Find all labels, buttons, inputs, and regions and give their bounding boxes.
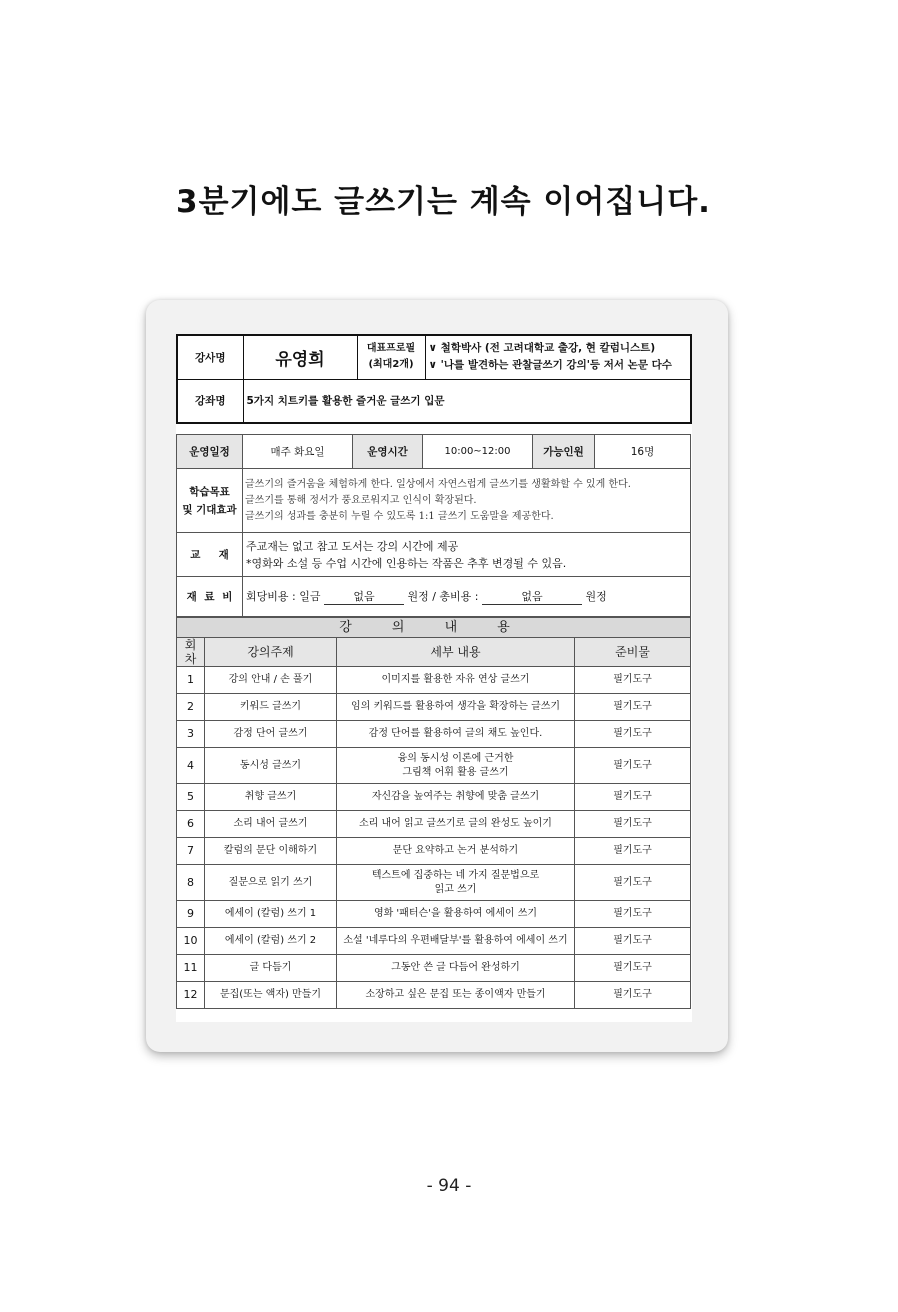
curriculum-rows: [177, 667, 691, 1009]
session-detail: 그동안 쓴 글 다듬어 완성하기: [337, 955, 575, 982]
session-number: 12: [177, 982, 205, 1009]
header-session: 회차: [177, 638, 205, 667]
textbook-label: 교 재: [177, 533, 243, 577]
fee-content: [243, 577, 691, 617]
curriculum-row: [177, 865, 691, 901]
profile-label-line-2: (최대2개): [368, 359, 414, 371]
session-prep: 필기도구: [575, 811, 691, 838]
session-detail: 영화 '패터슨'을 활용하여 에세이 쓰기: [337, 901, 575, 928]
session-topic: 강의 안내 / 손 풀기: [205, 667, 337, 694]
curriculum-row: [177, 784, 691, 811]
session-number: 9: [177, 901, 205, 928]
session-topic: 칼럼의 문단 이해하기: [205, 838, 337, 865]
profile-content: [425, 335, 691, 379]
curriculum-row: [177, 955, 691, 982]
fee-label: 재 료 비: [177, 577, 243, 617]
goals-label-line-2: 및 기대효과: [182, 503, 237, 516]
goal-line-1: 글쓰기의 즐거움을 체험하게 한다. 일상에서 자연스럽게 글쓰기를 생활화할 수 있게 한다.: [245, 478, 631, 490]
goals-content: [243, 469, 691, 533]
session-detail: 소장하고 싶은 문집 또는 종이액자 만들기: [337, 982, 575, 1009]
session-number: 6: [177, 811, 205, 838]
fee-value-1: 없음: [324, 588, 404, 605]
curriculum-row: [177, 721, 691, 748]
page-headline: 3분기에도 글쓰기는 계속 이어집니다.: [176, 184, 711, 220]
session-topic: 동시성 글쓰기: [205, 748, 337, 784]
profile-line-2: ∨ '나를 발견하는 관찰글쓰기 강의'등 저서 논문 다수: [428, 359, 672, 372]
profile-line-1: ∨ 철학박사 (전 고려대학교 출강, 현 칼럼니스트): [428, 342, 656, 355]
session-prep: 필기도구: [575, 865, 691, 901]
header-prep: 준비물: [575, 638, 691, 667]
session-topic: 글 다듬기: [205, 955, 337, 982]
session-topic: 문집(또는 액자) 만들기: [205, 982, 337, 1009]
session-detail: 임의 키워드를 활용하여 생각을 확장하는 글쓰기: [337, 694, 575, 721]
session-detail: 소리 내어 읽고 글쓰기로 글의 완성도 높이기: [337, 811, 575, 838]
instructor-label: 강사명: [177, 335, 243, 379]
session-detail: 자신감을 높여주는 취향에 맞춤 글쓰기: [337, 784, 575, 811]
textbook-line-2: *영화와 소설 등 수업 시간에 인용하는 작품은 추후 변경될 수 있음.: [246, 556, 567, 570]
goals-label: [177, 469, 243, 533]
capacity-value: 16명: [595, 435, 691, 469]
header-topic: 강의주제: [205, 638, 337, 667]
textbook-content: [243, 533, 691, 577]
session-detail: 이미지를 활용한 자유 연상 글쓰기: [337, 667, 575, 694]
curriculum-row: [177, 982, 691, 1009]
session-topic: 질문으로 읽기 쓰기: [205, 865, 337, 901]
curriculum-row: [177, 748, 691, 784]
session-number: 7: [177, 838, 205, 865]
session-number: 2: [177, 694, 205, 721]
curriculum-row: [177, 694, 691, 721]
session-topic: 에세이 (칼럼) 쓰기 1: [205, 901, 337, 928]
session-topic: 취향 글쓰기: [205, 784, 337, 811]
goals-label-line-1: 학습목표: [189, 485, 230, 498]
session-detail: 텍스트에 집중하는 네 가지 질문법으로 읽고 쓰기: [337, 865, 575, 901]
time-value: 10:00~12:00: [423, 435, 533, 469]
session-prep: 필기도구: [575, 928, 691, 955]
session-prep: 필기도구: [575, 838, 691, 865]
curriculum-section-title: 강 의 내 용: [177, 618, 691, 638]
session-prep: 필기도구: [575, 694, 691, 721]
course-name: 5가지 치트키를 활용한 즐거운 글쓰기 입문: [243, 379, 691, 423]
capacity-label: 가능인원: [533, 435, 595, 469]
session-topic: 에세이 (칼럼) 쓰기 2: [205, 928, 337, 955]
session-detail: 문단 요약하고 논거 분석하기: [337, 838, 575, 865]
curriculum-row: [177, 838, 691, 865]
fee-prefix: 회당비용 : 일금: [246, 590, 321, 603]
operations-table: [176, 434, 691, 617]
instructor-table: [176, 334, 692, 424]
session-number: 5: [177, 784, 205, 811]
session-prep: 필기도구: [575, 901, 691, 928]
session-number: 10: [177, 928, 205, 955]
session-number: 1: [177, 667, 205, 694]
session-topic: 키워드 글쓰기: [205, 694, 337, 721]
curriculum-row: [177, 811, 691, 838]
session-prep: 필기도구: [575, 667, 691, 694]
session-prep: 필기도구: [575, 955, 691, 982]
course-label: 강좌명: [177, 379, 243, 423]
fee-unit-1: 원정 / 총비용 :: [407, 590, 479, 603]
session-prep: 필기도구: [575, 982, 691, 1009]
session-detail: 소설 '네루다의 우편배달부'를 활용하여 에세이 쓰기: [337, 928, 575, 955]
curriculum-row: [177, 901, 691, 928]
session-detail: 감정 단어를 활용하여 글의 채도 높인다.: [337, 721, 575, 748]
session-prep: 필기도구: [575, 784, 691, 811]
time-label: 운영시간: [353, 435, 423, 469]
session-detail: 융의 동시성 이론에 근거한 그림책 어휘 활용 글쓰기: [337, 748, 575, 784]
schedule-label: 운영일정: [177, 435, 243, 469]
session-number: 3: [177, 721, 205, 748]
curriculum-row: [177, 667, 691, 694]
schedule-value: 매주 화요일: [243, 435, 353, 469]
instructor-name: 유영희: [243, 335, 357, 379]
profile-label-line-1: 대표프로필: [366, 343, 416, 355]
fee-value-2: 없음: [482, 588, 582, 605]
curriculum-table: [176, 617, 691, 1009]
session-number: 11: [177, 955, 205, 982]
session-topic: 소리 내어 글쓰기: [205, 811, 337, 838]
session-prep: 필기도구: [575, 748, 691, 784]
header-detail: 세부 내용: [337, 638, 575, 667]
session-topic: 감정 단어 글쓰기: [205, 721, 337, 748]
goal-line-3: 글쓰기의 성과를 충분히 누릴 수 있도록 1:1 글쓰기 도움말을 제공한다.: [245, 510, 554, 522]
curriculum-row: [177, 928, 691, 955]
profile-label: [357, 335, 425, 379]
goal-line-2: 글쓰기를 통해 정서가 풍요로워지고 인식이 확장된다.: [245, 494, 477, 506]
session-prep: 필기도구: [575, 721, 691, 748]
course-sheet: [176, 334, 692, 1022]
session-number: 8: [177, 865, 205, 901]
session-number: 4: [177, 748, 205, 784]
fee-unit-2: 원정: [585, 590, 607, 603]
textbook-line-1: 주교재는 없고 참고 도서는 강의 시간에 제공: [246, 539, 459, 553]
page-number: - 94 -: [426, 1176, 472, 1196]
